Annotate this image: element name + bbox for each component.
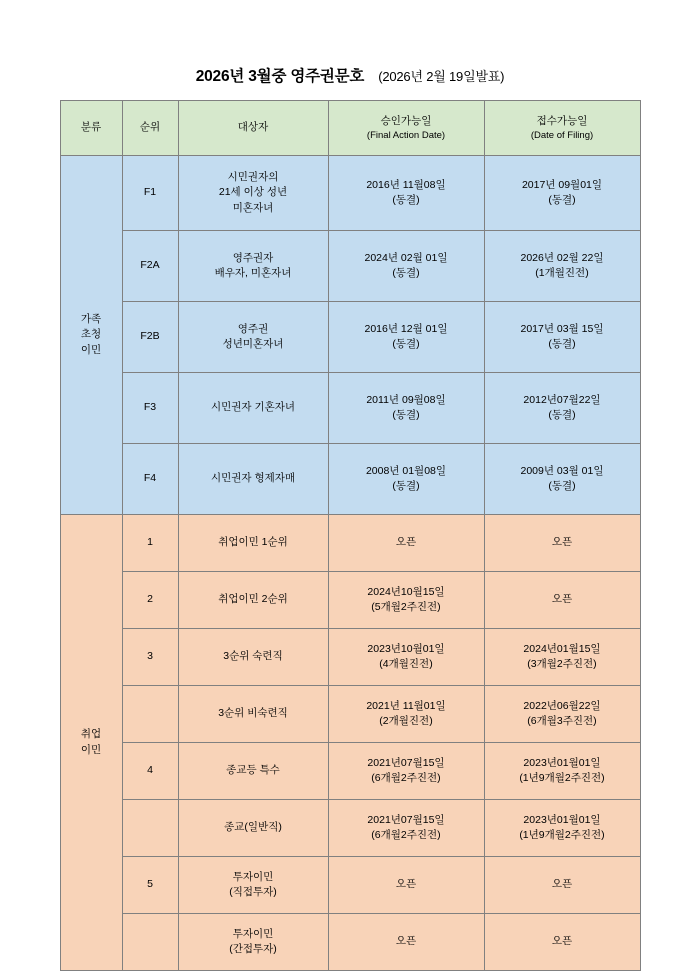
preference-cell [122,800,178,857]
target-cell [178,800,328,857]
date-of-filing-note: (1년9개월2주진전) [519,829,605,841]
target-cell [178,686,328,743]
final-action-date-cell [328,515,484,572]
target-cell [178,231,328,302]
preference-cell: 1 [122,515,178,572]
final-action-date-cell [328,373,484,444]
target-cell [178,857,328,914]
date-of-filing-value: 2024년01월15일 [523,642,601,655]
date-of-filing-value: 오픈 [551,935,573,948]
final-action-date-value: 2021년07월15일 [367,756,445,769]
date-of-filing-note: (1개월진전) [535,267,589,279]
date-of-filing-value: 오픈 [551,878,573,891]
table-header-row [60,101,640,156]
date-of-filing-cell [484,572,640,629]
category-cell-employment [60,515,122,971]
column-header-final-action-date-sublabel: (Final Action Date) [366,129,446,141]
final-action-date-cell [328,302,484,373]
target-cell [178,572,328,629]
final-action-date-cell [328,156,484,231]
date-of-filing-cell [484,857,640,914]
final-action-date-value: 2016년 12월 01일 [364,322,448,335]
final-action-date-cell [328,231,484,302]
table-row [60,515,640,572]
column-header-preference-label: 순위 [139,121,161,134]
target-cell [178,373,328,444]
final-action-date-value: 2016년 11월08일 [366,178,446,191]
final-action-date-cell [328,686,484,743]
page-title-announcement-date: (2026년 2월 19일발표) [378,69,505,84]
date-of-filing-note: (동결) [548,338,576,350]
final-action-date-cell [328,629,484,686]
target-line: 취업이민 2순위 [218,593,288,606]
date-of-filing-value: 2026년 02월 22일 [520,251,604,264]
column-header-date-of-filing [484,101,640,156]
final-action-date-cell [328,743,484,800]
preference-cell: F2B [122,302,178,373]
column-header-date-of-filing-sublabel: (Date of Filing) [530,129,594,141]
final-action-date-value: 2024년 02월 01일 [364,251,448,264]
column-header-category-label: 분류 [80,121,102,134]
table-body [60,156,640,971]
date-of-filing-value: 2017년 09월01일 [521,178,603,191]
table-row [60,743,640,800]
column-header-final-action-date-label: 승인가능일 [380,114,432,127]
final-action-date-note: (5개월2주진전) [371,601,441,613]
target-line: 영주권자 [232,251,274,264]
final-action-date-note: (6개월2주진전) [371,772,441,784]
date-of-filing-cell [484,686,640,743]
date-of-filing-value: 2017년 03월 15일 [520,322,604,335]
target-line: 취업이민 1순위 [218,536,288,549]
category-line: 취업 [80,728,102,741]
visa-bulletin-table [60,100,641,971]
category-line: 이민 [80,343,102,356]
target-line: 21세 이상 성년 [218,186,288,199]
target-line: (간접투자) [229,943,277,955]
target-line: 배우자, 미혼자녀 [214,267,292,279]
column-header-target-label: 대상자 [237,121,269,134]
preference-cell: 2 [122,572,178,629]
table-row [60,302,640,373]
final-action-date-note: (동결) [392,194,420,206]
table-row [60,231,640,302]
target-line: 투자이민 [232,870,274,883]
document-title-row [0,0,700,100]
final-action-date-value: 2021년07월15일 [367,813,445,826]
table-row [60,373,640,444]
date-of-filing-cell [484,743,640,800]
final-action-date-value: 2008년 01월08일 [365,464,447,477]
table-row [60,156,640,231]
final-action-date-value: 2021년 11월01일 [366,699,446,712]
target-cell [178,914,328,971]
date-of-filing-cell [484,800,640,857]
date-of-filing-value: 2009년 03월 01일 [520,464,604,477]
target-line: 종교등 특수 [226,764,280,777]
table-header [60,101,640,156]
target-line: 시민권자 기혼자녀 [210,401,296,414]
column-header-target [178,101,328,156]
target-cell [178,515,328,572]
column-header-final-action-date [328,101,484,156]
date-of-filing-cell [484,515,640,572]
date-of-filing-cell [484,373,640,444]
date-of-filing-cell [484,914,640,971]
date-of-filing-note: (동결) [548,194,576,206]
table-row [60,857,640,914]
date-of-filing-cell [484,156,640,231]
date-of-filing-value: 2012년07월22일 [523,393,601,406]
date-of-filing-value: 2023년01월01일 [523,756,601,769]
final-action-date-value: 오픈 [395,536,417,549]
date-of-filing-note: (동결) [548,409,576,421]
target-line: 시민권자의 [227,171,279,184]
category-cell-family [60,156,122,515]
final-action-date-note: (6개월2주진전) [371,829,441,841]
final-action-date-value: 오픈 [395,878,417,891]
final-action-date-cell [328,444,484,515]
page-title: 2026년 3월중 영주권문호 [195,68,365,85]
date-of-filing-note: (1년9개월2주진전) [519,772,605,784]
target-line: 3순위 숙련직 [223,650,283,663]
final-action-date-value: 오픈 [395,935,417,948]
final-action-date-value: 2023년10월01일 [367,642,445,655]
date-of-filing-note: (6개월3주진전) [527,715,597,727]
column-header-date-of-filing-label: 접수가능일 [536,114,588,127]
target-line: 영주권 [237,322,269,335]
date-of-filing-value: 오픈 [551,593,573,606]
final-action-date-note: (동결) [392,480,420,492]
target-line: 종교(일반직) [224,821,282,834]
column-header-preference [122,101,178,156]
date-of-filing-value: 2023년01월01일 [523,813,601,826]
target-line: 3순위 비숙련직 [218,707,288,720]
preference-cell: F1 [122,156,178,231]
table-row [60,629,640,686]
final-action-date-note: (4개월진전) [379,658,433,670]
target-line: (직접투자) [229,886,277,898]
table-row [60,800,640,857]
date-of-filing-cell [484,444,640,515]
preference-cell: F3 [122,373,178,444]
final-action-date-note: (동결) [392,338,420,350]
target-cell [178,629,328,686]
category-line: 가족 [80,313,102,326]
preference-cell [122,686,178,743]
table-row [60,444,640,515]
target-line: 투자이민 [232,927,274,940]
final-action-date-value: 2011년 09월08일 [366,393,446,406]
final-action-date-value: 2024년10월15일 [367,585,445,598]
preference-cell: 4 [122,743,178,800]
target-cell [178,302,328,373]
target-line: 미혼자녀 [232,201,274,214]
date-of-filing-cell [484,231,640,302]
target-cell [178,743,328,800]
table-row [60,572,640,629]
final-action-date-note: (동결) [392,409,420,421]
target-line: 시민권자 형제자매 [210,472,296,485]
preference-cell [122,914,178,971]
date-of-filing-cell [484,629,640,686]
table-row [60,686,640,743]
final-action-date-cell [328,914,484,971]
date-of-filing-value: 2022년06월22일 [523,699,601,712]
date-of-filing-value: 오픈 [551,536,573,549]
table-row [60,914,640,971]
target-line: 성년미혼자녀 [222,338,284,350]
final-action-date-note: (2개월진전) [379,715,433,727]
preference-cell: F4 [122,444,178,515]
preference-cell: F2A [122,231,178,302]
final-action-date-note: (동결) [392,267,420,279]
preference-cell: 3 [122,629,178,686]
category-line: 초청 [80,328,102,341]
final-action-date-cell [328,572,484,629]
final-action-date-cell [328,857,484,914]
category-line: 이민 [80,743,102,756]
date-of-filing-note: (동결) [548,480,576,492]
target-cell [178,156,328,231]
date-of-filing-cell [484,302,640,373]
preference-cell: 5 [122,857,178,914]
target-cell [178,444,328,515]
column-header-category [60,101,122,156]
date-of-filing-note: (3개월2주진전) [527,658,597,670]
final-action-date-cell [328,800,484,857]
